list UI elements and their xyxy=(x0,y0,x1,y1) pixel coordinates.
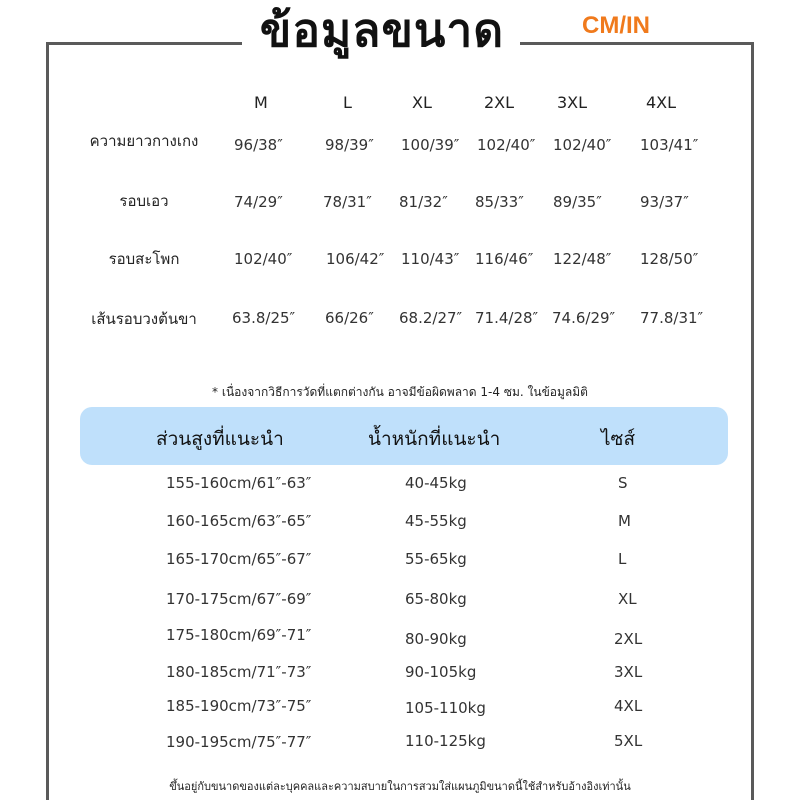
size-header-xl: XL xyxy=(412,93,432,112)
row-label-thigh: เส้นรอบวงต้นขา xyxy=(91,310,197,328)
rec-weight: 90-105kg xyxy=(405,663,477,681)
table-cell: 102/40″ xyxy=(553,136,612,154)
table-cell: 102/40″ xyxy=(477,136,536,154)
header-weight: น้ำหนักที่แนะนำ xyxy=(368,428,501,450)
table-cell: 66/26″ xyxy=(325,309,374,327)
table-cell: 98/39″ xyxy=(325,136,374,154)
rec-weight: 45-55kg xyxy=(405,512,467,530)
size-header-3xl: 3XL xyxy=(557,93,588,112)
rec-height: 180-185cm/71″-73″ xyxy=(166,663,312,681)
size-header-2xl: 2XL xyxy=(484,93,515,112)
size-header-4xl: 4XL xyxy=(646,93,677,112)
rec-size: 2XL xyxy=(614,630,643,648)
table-cell: 81/32″ xyxy=(399,193,448,211)
unit-label: CM/IN xyxy=(582,12,650,39)
rec-size: 3XL xyxy=(614,663,643,681)
table-cell: 110/43″ xyxy=(401,250,460,268)
row-label-length: ความยาวกางเกง xyxy=(89,132,199,150)
table-cell: 71.4/28″ xyxy=(475,309,539,327)
rec-height: 170-175cm/67″-69″ xyxy=(166,590,312,608)
table-cell: 85/33″ xyxy=(475,193,524,211)
table-cell: 78/31″ xyxy=(323,193,372,211)
table-cell: 116/46″ xyxy=(475,250,534,268)
frame-top-right-line xyxy=(520,42,754,45)
rec-size: 4XL xyxy=(614,697,643,715)
table-cell: 102/40″ xyxy=(234,250,293,268)
measurement-note: * เนื่องจากวิธีการวัดที่แตกต่างกัน อาจมีข้อผิดพลาด 1-4 ซม. ในข้อมูลมิติ xyxy=(212,385,588,399)
table-cell: 89/35″ xyxy=(553,193,602,211)
table-cell: 74.6/29″ xyxy=(552,309,616,327)
rec-size: L xyxy=(618,550,627,568)
page-title: ข้อมูลขนาด xyxy=(259,3,505,57)
row-label-hip: รอบสะโพก xyxy=(108,250,180,268)
table-cell: 68.2/27″ xyxy=(399,309,463,327)
size-header-m: M xyxy=(254,93,268,112)
rec-size: 5XL xyxy=(614,732,643,750)
rec-height: 160-165cm/63″-65″ xyxy=(166,512,312,530)
rec-weight: 105-110kg xyxy=(405,699,486,717)
rec-weight: 55-65kg xyxy=(405,550,467,568)
table-cell: 100/39″ xyxy=(401,136,460,154)
rec-size: M xyxy=(618,512,631,530)
rec-size: XL xyxy=(618,590,637,608)
rec-size: S xyxy=(618,474,628,492)
table-cell: 77.8/31″ xyxy=(640,309,704,327)
rec-height: 190-195cm/75″-77″ xyxy=(166,733,312,751)
table-cell: 96/38″ xyxy=(234,136,283,154)
header-size: ไซส์ xyxy=(601,428,636,450)
frame-right-line xyxy=(751,42,754,800)
rec-height: 165-170cm/65″-67″ xyxy=(166,550,312,568)
table-cell: 93/37″ xyxy=(640,193,689,211)
rec-weight: 110-125kg xyxy=(405,732,486,750)
rec-weight: 65-80kg xyxy=(405,590,467,608)
header-height: ส่วนสูงที่แนะนำ xyxy=(156,428,284,450)
row-label-waist: รอบเอว xyxy=(119,192,169,210)
table-cell: 63.8/25″ xyxy=(232,309,296,327)
rec-height: 155-160cm/61″-63″ xyxy=(166,474,312,492)
table-cell: 103/41″ xyxy=(640,136,699,154)
size-header-l: L xyxy=(343,93,352,112)
table-cell: 106/42″ xyxy=(326,250,385,268)
table-cell: 122/48″ xyxy=(553,250,612,268)
frame-left-line xyxy=(46,42,49,800)
rec-weight: 80-90kg xyxy=(405,630,467,648)
frame-top-left-line xyxy=(46,42,242,45)
rec-height: 175-180cm/69″-71″ xyxy=(166,626,312,644)
footer-disclaimer: ขึ้นอยู่กับขนาดของแต่ละบุคคลและความสบายในการสวมใส่แผนภูมิขนาดนี้ใช้สำหรับอ้างอิงเท่านั้น xyxy=(169,780,631,793)
rec-weight: 40-45kg xyxy=(405,474,467,492)
table-cell: 128/50″ xyxy=(640,250,699,268)
table-cell: 74/29″ xyxy=(234,193,283,211)
rec-height: 185-190cm/73″-75″ xyxy=(166,697,312,715)
